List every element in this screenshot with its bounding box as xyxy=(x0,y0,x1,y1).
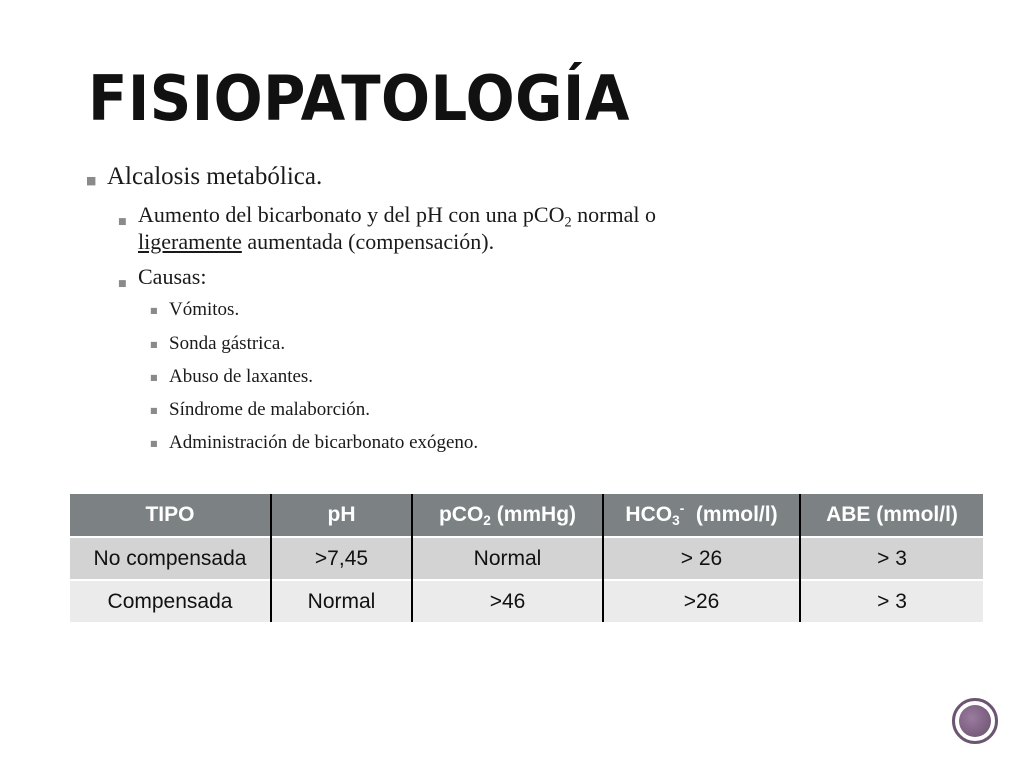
square-bullet-icon: ■ xyxy=(150,340,158,349)
cause-item: ■ Síndrome de malaborción. xyxy=(150,399,371,420)
header-pco2: pCO$_2$ (mmHg) xyxy=(412,494,603,537)
header-hco3: $HCO_3^-$ (mmol/l) xyxy=(603,494,800,537)
table-cell: > 26 xyxy=(603,537,800,580)
cause-item: ■ Administración de bicarbonato exógeno. xyxy=(150,432,479,453)
square-bullet-icon: ■ xyxy=(86,174,97,187)
table-cell: > 3 xyxy=(800,537,983,580)
square-bullet-icon: ■ xyxy=(118,217,127,227)
header-tipo: TIPO xyxy=(70,494,271,537)
header-abe: ABE (mmol/l) xyxy=(800,494,983,537)
table-row xyxy=(70,580,983,622)
square-bullet-icon: ■ xyxy=(150,406,158,415)
table-cell: Normal xyxy=(271,580,412,622)
nav-circle-icon xyxy=(959,705,991,737)
table-cell: >46 xyxy=(412,580,603,622)
cause-item: ■ Abuso de laxantes. xyxy=(150,366,314,387)
square-bullet-icon: ■ xyxy=(150,306,158,315)
table-row xyxy=(70,537,983,580)
table-cell: >26 xyxy=(603,580,800,622)
alkalosis-table xyxy=(70,494,983,622)
table-header-row xyxy=(70,494,983,537)
bullet-text-main: Alcalosis metabólica. xyxy=(107,163,323,190)
cause-item: ■ Sonda gástrica. xyxy=(150,333,286,354)
table-cell: No compensada xyxy=(70,537,271,580)
bullet-text-causes: Causas: xyxy=(138,264,207,289)
table-cell: Normal xyxy=(412,537,603,580)
table-cell: > 3 xyxy=(800,580,983,622)
bullet-level2-causes xyxy=(118,263,898,298)
underlined-word: ligeramente xyxy=(138,229,242,254)
header-ph: pH xyxy=(271,494,412,537)
table-cell: >7,45 xyxy=(271,537,412,580)
bullet-level1 xyxy=(86,163,322,191)
bullet-text-description: Aumento del bicarbonato y del pH con una pCO$_2$ normal o ligeramente aumentada (compensación). xyxy=(138,202,656,254)
square-bullet-icon: ■ xyxy=(150,439,158,448)
cause-item: ■ Vómitos. xyxy=(150,299,240,320)
square-bullet-icon: ■ xyxy=(118,279,127,289)
bullet-level2-description xyxy=(118,201,898,255)
table-cell: Compensada xyxy=(70,580,271,622)
square-bullet-icon: ■ xyxy=(150,373,158,382)
slide-title: FISIOPATOLOGÍA xyxy=(88,62,630,135)
slide-nav-button[interactable] xyxy=(952,698,998,744)
